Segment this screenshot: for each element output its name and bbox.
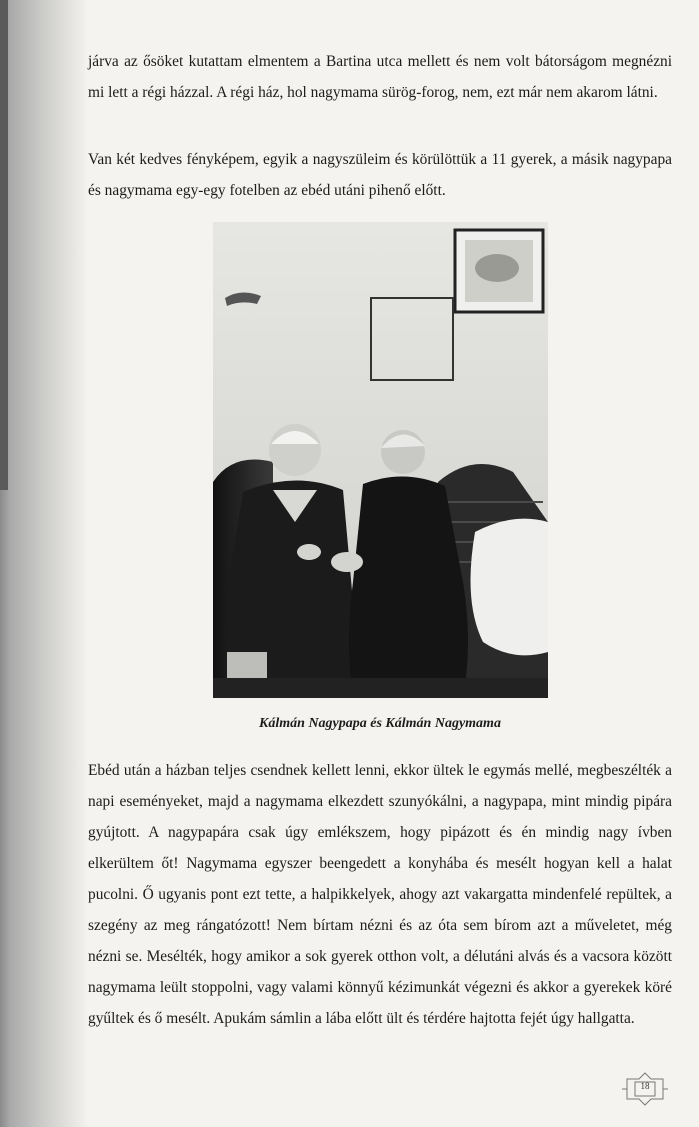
- grandparents-photo: [213, 222, 548, 698]
- page-binding-shadow: [0, 0, 88, 1127]
- photo-caption: Kálmán Nagypapa és Kálmán Nagymama: [259, 716, 501, 731]
- page-number: [620, 1071, 670, 1107]
- paragraph-photos: Van két kedves fényképem, egyik a nagyszüleim és körülöttük a 11 gyerek, a másik nagypapa és nagymama egy-egy fotelben az ebéd utáni pihenő előtt.: [88, 151, 672, 199]
- paragraph-memories: Ebéd után a házban teljes csendnek kellett lenni, ekkor ültek le egymás mellé, megbeszélték a napi eseményeket, majd a nagymama elkezdett szunyókálni, a nagypapa, mint mindig pipára gyújtott. A nagypapára csak úgy emlékszem, hogy pipázott és én mindig nagy ívben elkerültem őt! Nagymama egyszer beengedett a konyhába és mesélt hogyan kell a halat pucolni. Ő ugyanis pont ezt tette, a halpikkelyek, ahogy azt vakargatta mindenfelé repültek, a szegény az meg rángatózott! Nem bírtam nézni és az óta sem bírom azt a műveletet, még nézni se. Mesélték, hogy amikor a sok gyerek otthon volt, a délutáni alvás és a vacsora között nagymama leült stoppolni, vagy valami könnyű kézimunkát végezni és akkor a gyerekek köré gyűltek és ő mesélt. Apukám sámlin a lába előtt ült és térdére hajtotta fejét úgy hallgatta.: [88, 762, 672, 1027]
- page-number-label: 18: [640, 1081, 650, 1091]
- paragraph-intro: járva az ősöket kutattam elmentem a Bartina utca mellett és nem volt bátorságom megnézni mi lett a régi házzal. A régi ház, hol nagymama sürög-forog, nem, ezt már nem akarom látni.: [88, 53, 672, 101]
- scan-edge: [0, 0, 8, 490]
